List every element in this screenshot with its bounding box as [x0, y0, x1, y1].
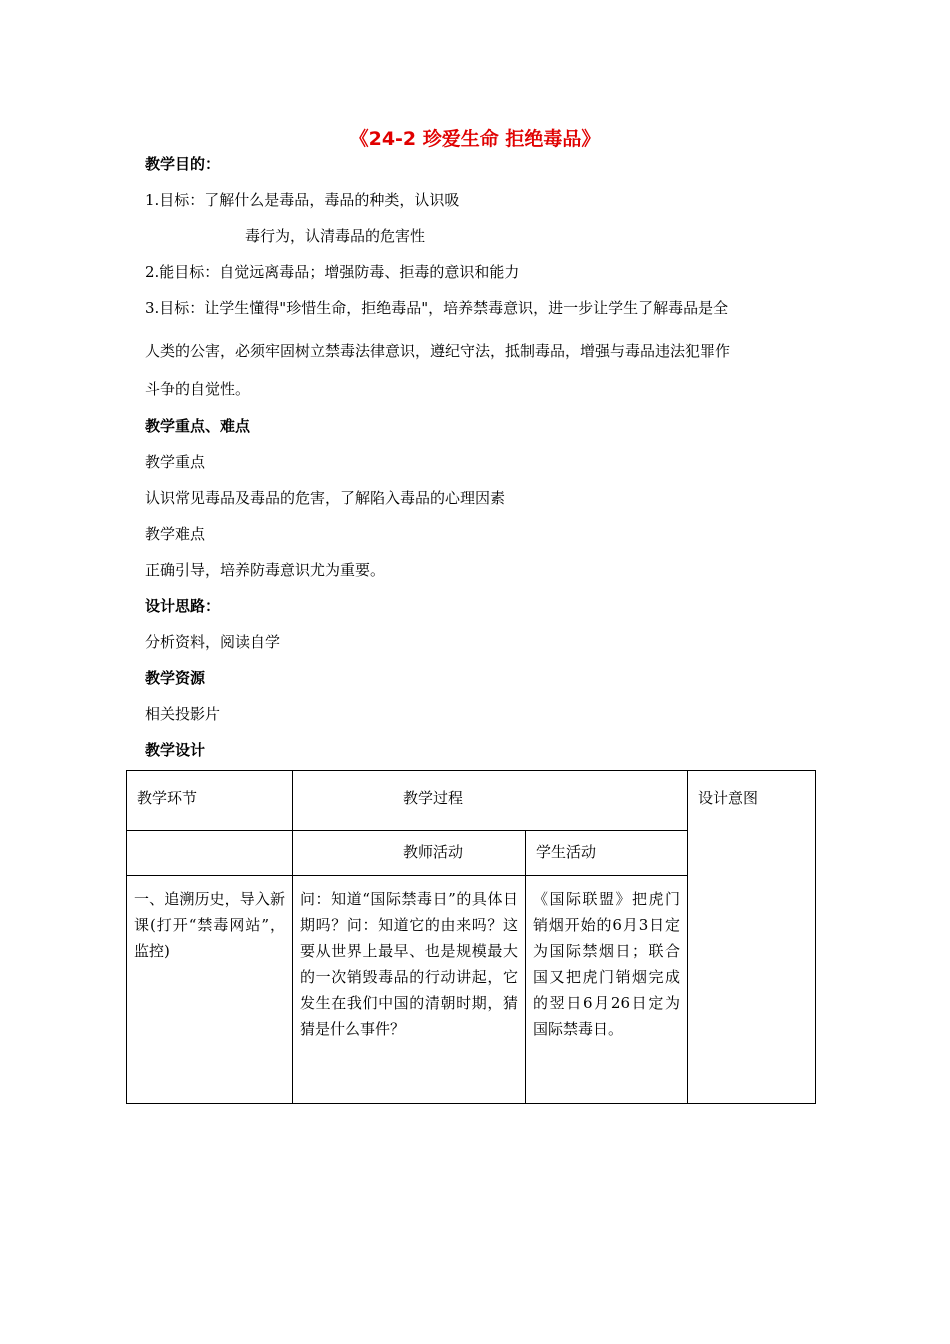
header-intent-cell — [688, 771, 816, 1104]
teaching-design-table — [126, 770, 816, 1104]
difficulty-text: 正确引导，培养防毒意识尤为重要。 — [145, 561, 386, 579]
subheader-student-cell — [526, 831, 688, 876]
resources-text: 相关投影片 — [145, 705, 221, 723]
key-points-heading: 教学重点、难点 — [145, 417, 251, 435]
resources-heading: 教学资源 — [145, 669, 206, 687]
focus-label: 教学重点 — [145, 453, 206, 471]
row1-teacher-cell — [293, 876, 526, 1104]
table-header-row — [127, 771, 816, 831]
subheader-teacher: 教师活动 — [403, 843, 464, 861]
header-process: 教学过程 — [403, 789, 464, 807]
focus-text: 认识常见毒品及毒品的危害，了解陷入毒品的心理因素 — [145, 489, 506, 507]
objective-3-line2: 人类的公害，必须牢固树立禁毒法律意识，遵纪守法，抵制毒品，增强与毒品违法犯罪作 — [145, 342, 731, 360]
design-idea-heading: 设计思路： — [145, 597, 221, 615]
objective-1-line1: 1.目标：了解什么是毒品，毒品的种类，认识吸 — [145, 191, 460, 209]
difficulty-label: 教学难点 — [145, 525, 206, 543]
row1-teacher: 问：知道“国际禁毒日”的具体日期吗？问：知道它的由来吗？这要从世界上最早、也是规模最大的一次销毁毒品的行动讲起，它发生在我们中国的清朝时期，猜猜是什么事件？ — [300, 890, 518, 1038]
page-title: 《24-2 珍爱生命 拒绝毒品》 — [349, 128, 601, 150]
subheader-empty-cell — [127, 831, 293, 876]
header-stage: 教学环节 — [137, 789, 198, 807]
teaching-design-heading: 教学设计 — [145, 741, 206, 759]
row1-stage: 一、追溯历史，导入新课(打开“禁毒网站”，监控) — [134, 890, 285, 960]
objectives-heading: 教学目的： — [145, 155, 221, 173]
row1-stage-cell — [127, 876, 293, 1104]
row1-student: 《国际联盟》把虎门销烟开始的6月3日定为国际禁烟日；联合国又把虎门销烟完成的翌日6月26日定为国际禁毒日。 — [533, 890, 681, 1038]
row1-student-cell — [526, 876, 688, 1104]
header-stage-cell — [127, 771, 293, 831]
objective-3-line1: 3.目标：让学生懂得"珍惜生命，拒绝毒品"，培养禁毒意识，进一步让学生了解毒品是全 — [145, 299, 729, 317]
objective-3-line3: 斗争的自觉性。 — [145, 380, 251, 398]
subheader-teacher-cell — [293, 831, 526, 876]
header-intent: 设计意图 — [698, 789, 759, 807]
header-process-cell — [293, 771, 688, 831]
subheader-student: 学生活动 — [536, 843, 597, 861]
objective-2: 2.能目标：自觉远离毒品；增强防毒、拒毒的意识和能力 — [145, 263, 520, 281]
design-idea-text: 分析资料，阅读自学 — [145, 633, 281, 651]
objective-1-line2: 毒行为，认清毒品的危害性 — [245, 227, 426, 245]
